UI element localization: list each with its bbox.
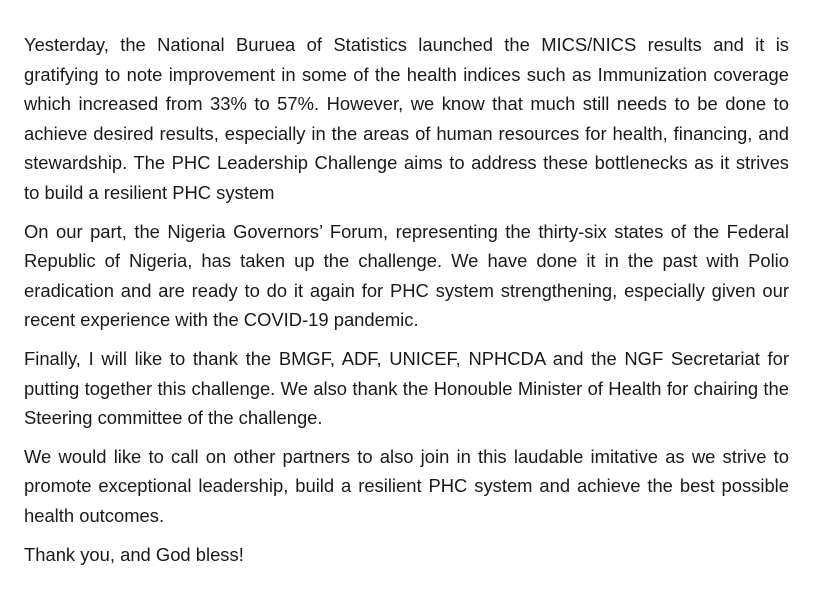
paragraph-governors-forum: On our part, the Nigeria Governors’ Forum, representing the thirty-six states of the Federal Republic of Nigeria, has taken up the challenge. We have done it in the past with Polio eradication and are ready to do it again for PHC system strengthening, especially given our recent experience with the COVID-19 pandemic. — [24, 220, 789, 331]
paragraph-closing: Thank you, and God bless! — [24, 543, 244, 565]
document-body — [24, 30, 789, 569]
paragraph-call-to-partners: We would like to call on other partners to also join in this laudable imitative as we strive to promote exceptional leadership, build a resilient PHC system and achieve the best possible health outcomes. — [24, 445, 789, 526]
paragraph-thanks: Finally, I will like to thank the BMGF, ADF, UNICEF, NPHCDA and the NGF Secretariat for putting together this challenge. We also thank the Honouble Minister of Health for chairing the Steering committee of the challenge. — [24, 347, 789, 429]
paragraph-mics-results: Yesterday, the National Buruea of Statistics launched the MICS/NICS results and it is gratifying to note improvement in some of the health indices such as Immunization coverage which increased from 33% to 57%. However, we know that much still needs to be done to achieve desired results, especially in the areas of human resources for health, financing, and stewardship. The PHC Leadership Challenge aims to address these bottlenecks as it strives to build a resilient PHC system — [24, 34, 789, 203]
